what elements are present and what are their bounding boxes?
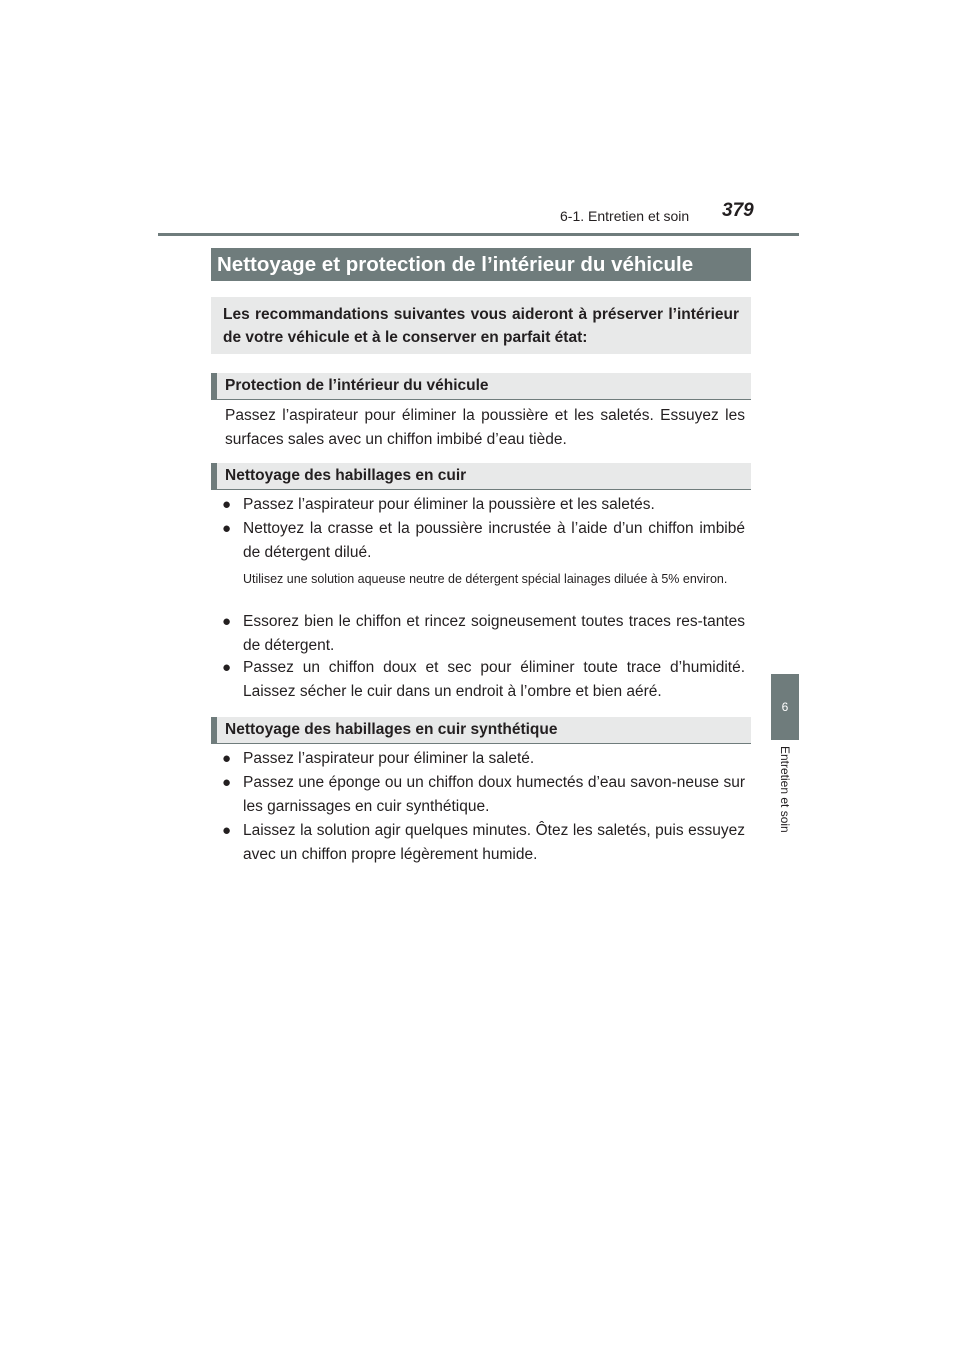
intro-box [211,297,751,354]
bullet-icon: ● [222,496,232,513]
page-title: Nettoyage et protection de l’intérieur du véhicule [211,248,751,281]
list-item-text: Passez une éponge ou un chiffon doux humectés d’eau savon-neuse sur les garnissages en cuir synthétique. [243,774,745,815]
bullet-icon: ● [222,774,232,791]
section-paragraph: Passez l’aspirateur pour éliminer la poussière et les saletés. Essuyez les surfaces sales avec un chiffon imbibé d’eau tiède. [225,407,745,448]
list-item-text: Passez l’aspirateur pour éliminer la saleté. [243,750,535,767]
list-item-text: Passez un chiffon doux et sec pour éliminer toute trace d’humidité. Laissez sécher le cuir dans un endroit à l’ombre et bien aéré. [243,659,745,700]
list-item [222,610,745,658]
chapter-label: Entretien et soin [778,746,792,833]
chapter-side-label [771,746,799,856]
section-heading-protection: Protection de l’intérieur du véhicule [211,373,751,400]
list-item-text: Laissez la solution agir quelques minutes. Ôtez les saletés, puis essuyez avec un chiffon propre légèrement humide. [243,822,745,863]
list-item [222,771,745,819]
list-item [222,493,745,517]
bullet-icon: ● [222,520,232,537]
section-heading-synthetic-leather: Nettoyage des habillages en cuir synthétique [211,717,751,744]
chapter-tab [771,674,799,740]
list-item [222,747,745,771]
page-number: 379 [722,200,754,221]
bullet-icon: ● [222,659,232,676]
list-item-text: Passez l’aspirateur pour éliminer la poussière et les saletés. [243,496,655,513]
list-item-text: Nettoyez la crasse et la poussière incrustée à l’aide d’un chiffon imbibé de détergent dilué. [243,520,745,561]
list-item [222,656,745,704]
header-section-title: 6-1. Entretien et soin [560,208,690,224]
list-item-text: Essorez bien le chiffon et rincez soigneusement toutes traces res-tantes de détergent. [243,613,745,654]
bullet-icon: ● [222,613,232,630]
header-divider [158,233,799,236]
chapter-number: 6 [781,700,789,714]
note-text: Utilisez une solution aqueuse neutre de détergent spécial lainages diluée à 5% environ. [243,572,728,586]
bullet-icon: ● [222,822,232,839]
list-item [222,517,745,565]
section-heading-leather: Nettoyage des habillages en cuir [211,463,751,490]
intro-text: Les recommandations suivantes vous aideront à préserver l’intérieur de votre véhicule et à le conserver en parfait état: [223,306,739,346]
bullet-icon: ● [222,750,232,767]
list-item [222,819,745,867]
